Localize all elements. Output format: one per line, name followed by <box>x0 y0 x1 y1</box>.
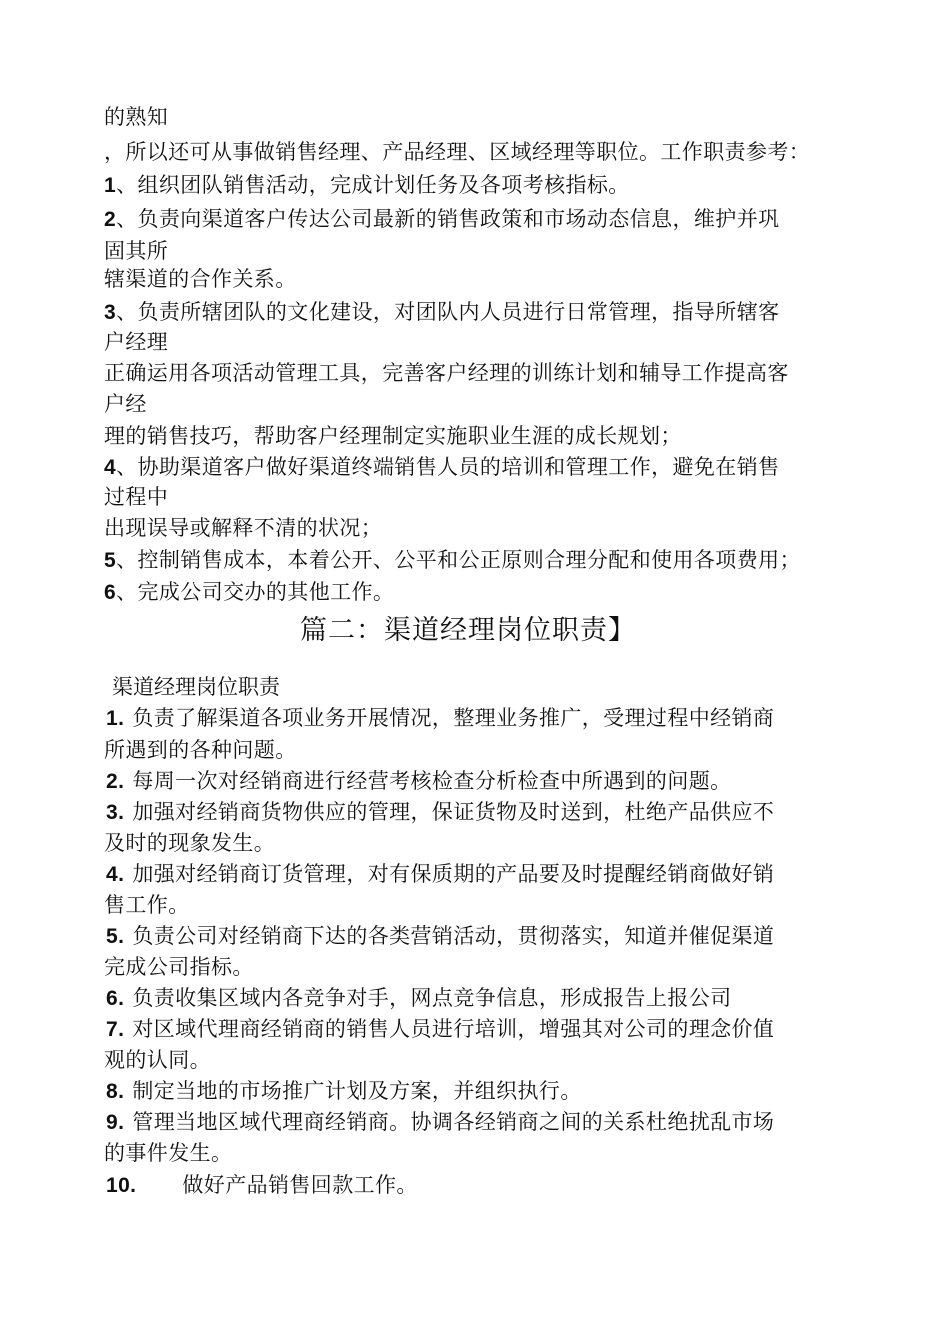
text-line: 出现误导或解释不清的状况； <box>104 516 383 540</box>
text-line: 过程中 <box>104 485 169 509</box>
item-number: 1 <box>104 174 117 197</box>
list-item <box>104 579 394 606</box>
section-heading: 篇二：渠道经理岗位职责】 <box>300 615 636 646</box>
item-text: 做好产品销售回款工作。 <box>182 1173 418 1197</box>
item-text: 负责公司对经销商下达的各类营销活动，贯彻落实，知道并催促渠道 <box>132 924 775 948</box>
item-text: 对区域代理商经销商的销售人员进行培训，增强其对公司的理念价值 <box>132 1017 775 1041</box>
list-item <box>106 705 774 732</box>
list-item <box>106 923 774 950</box>
list-item <box>106 1109 774 1136</box>
item-number: 1. <box>106 707 125 730</box>
list-item <box>104 299 780 326</box>
item-number: 10. <box>106 1174 137 1197</box>
list-item <box>106 1078 582 1105</box>
item-number: 5. <box>106 925 125 948</box>
list-item <box>106 768 732 795</box>
text-line: 所遇到的各种问题。 <box>104 738 297 762</box>
item-number: 9. <box>106 1111 125 1134</box>
item-number: 2. <box>106 770 125 793</box>
item-text: 、组织团队销售活动，完成计划任务及各项考核指标。 <box>116 173 630 197</box>
text-line: 的事件发生。 <box>104 1141 233 1165</box>
item-text: 负责收集区域内各竞争对手，网点竞争信息，形成报告上报公司 <box>132 986 732 1010</box>
item-number: 3 <box>104 301 117 324</box>
item-text: 每周一次对经销商进行经营考核检查分析检查中所遇到的问题。 <box>132 769 732 793</box>
text-line: 户经理 <box>104 330 169 354</box>
text-line: 的熟知 <box>104 105 169 129</box>
item-text: 、控制销售成本，本着公开、公平和公正原则合理分配和使用各项费用； <box>116 548 801 572</box>
item-text: 加强对经销商货物供应的管理，保证货物及时送到，杜绝产品供应不 <box>132 800 775 824</box>
text-line: 户经 <box>104 392 147 416</box>
section-subtitle: 渠道经理岗位职责 <box>112 675 280 699</box>
item-text: 加强对经销商订货管理，对有保质期的产品要及时提醒经销商做好销 <box>132 862 775 886</box>
item-number: 5 <box>104 549 117 572</box>
item-number: 4. <box>106 863 125 886</box>
item-number: 2 <box>104 208 117 231</box>
item-text: 、负责所辖团队的文化建设，对团队内人员进行日常管理，指导所辖客 <box>116 300 780 324</box>
item-text: 负责了解渠道各项业务开展情况，整理业务推广，受理过程中经销商 <box>132 706 775 730</box>
list-item <box>106 1172 418 1199</box>
item-text: 制定当地的市场推广计划及方案，并组织执行。 <box>132 1079 582 1103</box>
item-text: 、完成公司交办的其他工作。 <box>116 580 395 604</box>
item-number: 6 <box>104 581 117 604</box>
text-line: 及时的现象发生。 <box>104 831 276 855</box>
text-line: 售工作。 <box>104 893 190 917</box>
text-line: 辖渠道的合作关系。 <box>104 267 297 291</box>
item-number: 7. <box>106 1018 125 1041</box>
list-item <box>104 454 780 481</box>
list-item <box>106 799 774 826</box>
list-item <box>104 172 630 199</box>
text-line: 理的销售技巧，帮助客户经理制定实施职业生涯的成长规划； <box>104 424 682 448</box>
item-text: 管理当地区域代理商经销商。协调各经销商之间的关系杜绝扰乱市场 <box>132 1110 775 1134</box>
text-line: 固其所 <box>104 239 169 263</box>
text-line: 完成公司指标。 <box>104 955 254 979</box>
list-item <box>106 861 774 888</box>
text-line: ，所以还可从事做销售经理、产品经理、区域经理等职位。工作职责参考： <box>104 140 811 164</box>
item-number: 3. <box>106 801 125 824</box>
list-item <box>106 985 732 1012</box>
item-number: 6. <box>106 987 125 1010</box>
item-text: 、负责向渠道客户传达公司最新的销售政策和市场动态信息，维护并巩 <box>116 207 780 231</box>
item-number: 8. <box>106 1080 125 1103</box>
list-item <box>104 206 780 233</box>
list-item <box>106 1016 774 1043</box>
text-line: 正确运用各项活动管理工具，完善客户经理的训练计划和辅导工作提高客 <box>104 361 789 385</box>
text-line: 观的认同。 <box>104 1048 211 1072</box>
item-number: 4 <box>104 456 117 479</box>
item-text: 、协助渠道客户做好渠道终端销售人员的培训和管理工作，避免在销售 <box>116 455 780 479</box>
list-item <box>104 547 801 574</box>
